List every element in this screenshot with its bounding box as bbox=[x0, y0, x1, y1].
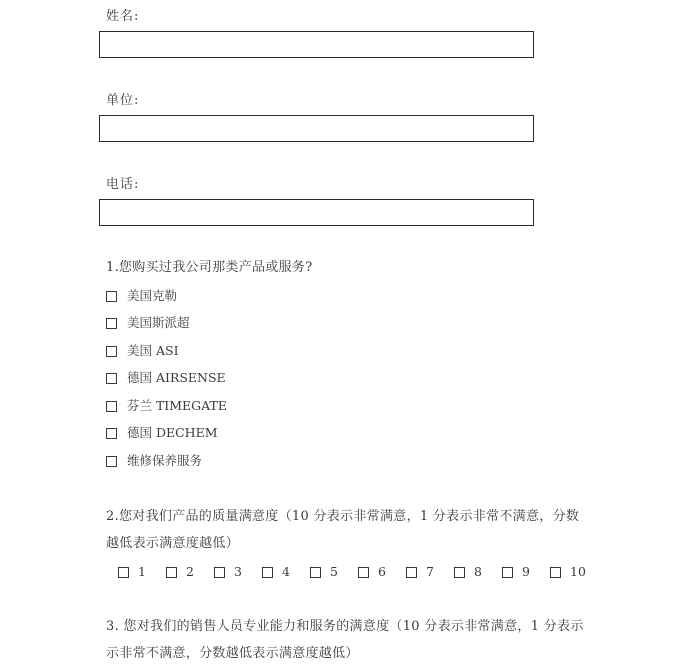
company-label: 单位: bbox=[106, 93, 140, 108]
q1-option-label: 德国 DECHEM bbox=[127, 425, 218, 440]
checkbox[interactable] bbox=[106, 428, 117, 439]
rating-value: 6 bbox=[378, 564, 386, 579]
q1-option-label: 维修保养服务 bbox=[127, 453, 203, 468]
q1-option bbox=[106, 453, 202, 469]
q1-option-label: 德国 AIRSENSE bbox=[127, 370, 226, 385]
q1-option bbox=[106, 343, 179, 359]
checkbox[interactable] bbox=[214, 567, 225, 578]
rating-value: 5 bbox=[330, 564, 338, 579]
checkbox[interactable] bbox=[358, 567, 369, 578]
checkbox[interactable] bbox=[166, 567, 177, 578]
q1-option-label: 美国克勒 bbox=[127, 288, 178, 303]
question-1-text: 1.您购买过我公司那类产品或服务? bbox=[106, 260, 313, 275]
name-label: 姓名: bbox=[106, 9, 140, 24]
rating-value: 10 bbox=[570, 564, 586, 579]
rating-option bbox=[214, 564, 262, 580]
q1-option bbox=[106, 288, 177, 304]
rating-value: 2 bbox=[186, 564, 194, 579]
question-3-line-2: 示非常不满意，分数越低表示满意度越低） bbox=[106, 646, 359, 661]
checkbox[interactable] bbox=[106, 346, 117, 357]
question-2-line-2: 越低表示满意度越低） bbox=[106, 536, 240, 551]
phone-field[interactable] bbox=[99, 199, 534, 226]
checkbox[interactable] bbox=[106, 291, 117, 302]
checkbox[interactable] bbox=[262, 567, 273, 578]
question-3-line-1: 3. 您对我们的销售人员专业能力和服务的满意度（10 分表示非常满意，1 分表示 bbox=[106, 619, 584, 634]
checkbox[interactable] bbox=[310, 567, 321, 578]
rating-value: 4 bbox=[282, 564, 290, 579]
q1-option bbox=[106, 398, 227, 414]
checkbox[interactable] bbox=[454, 567, 465, 578]
q2-rating-scale bbox=[118, 564, 598, 580]
checkbox[interactable] bbox=[106, 401, 117, 412]
rating-value: 1 bbox=[138, 564, 146, 579]
checkbox[interactable] bbox=[550, 567, 561, 578]
question-2-line-1: 2.您对我们产品的质量满意度（10 分表示非常满意，1 分表示非常不满意，分数 bbox=[106, 509, 580, 524]
checkbox[interactable] bbox=[106, 373, 117, 384]
rating-option bbox=[358, 564, 406, 580]
rating-option bbox=[454, 564, 502, 580]
q1-option bbox=[106, 370, 226, 386]
checkbox[interactable] bbox=[106, 456, 117, 467]
rating-option bbox=[262, 564, 310, 580]
q1-option bbox=[106, 425, 218, 441]
rating-value: 3 bbox=[234, 564, 242, 579]
checkbox[interactable] bbox=[502, 567, 513, 578]
q1-option-label: 美国斯派超 bbox=[127, 315, 190, 330]
q1-option bbox=[106, 315, 190, 331]
rating-option bbox=[550, 564, 598, 580]
name-field[interactable] bbox=[99, 31, 534, 58]
checkbox[interactable] bbox=[406, 567, 417, 578]
rating-option bbox=[166, 564, 214, 580]
q1-option-label: 芬兰 TIMEGATE bbox=[127, 398, 227, 413]
rating-value: 7 bbox=[426, 564, 434, 579]
rating-option bbox=[310, 564, 358, 580]
rating-option bbox=[118, 564, 166, 580]
rating-value: 8 bbox=[474, 564, 482, 579]
checkbox[interactable] bbox=[118, 567, 129, 578]
phone-label: 电话: bbox=[106, 177, 140, 192]
rating-value: 9 bbox=[522, 564, 530, 579]
q1-option-label: 美国 ASI bbox=[127, 343, 179, 358]
company-field[interactable] bbox=[99, 115, 534, 142]
rating-option bbox=[502, 564, 550, 580]
checkbox[interactable] bbox=[106, 318, 117, 329]
rating-option bbox=[406, 564, 454, 580]
